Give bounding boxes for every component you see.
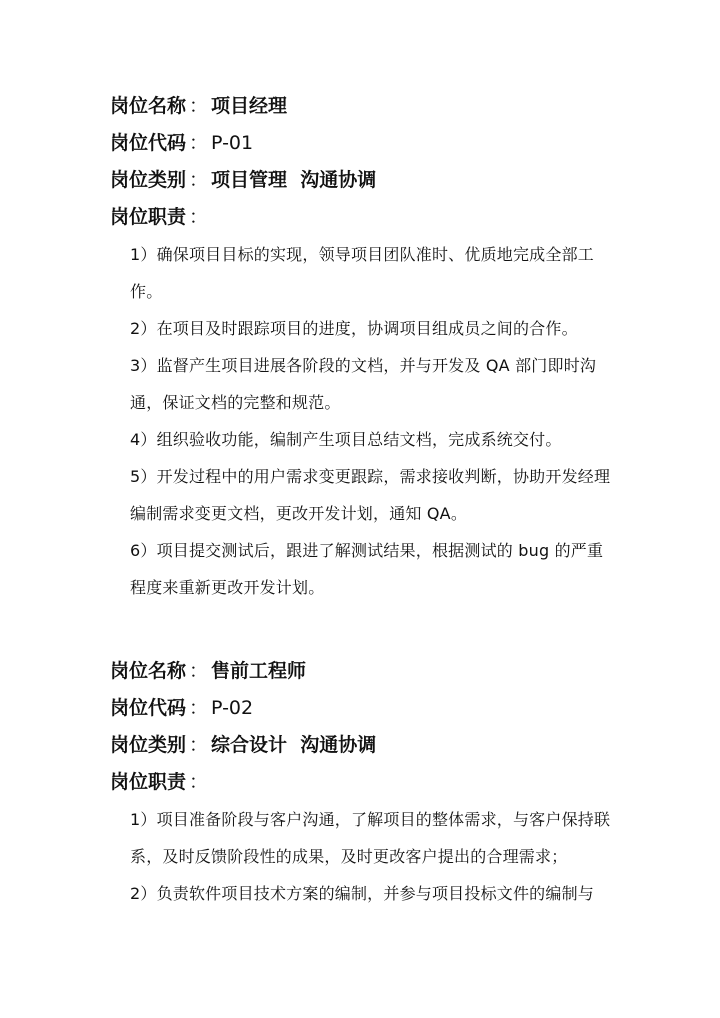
job-category-label: 岗位类别 [110, 734, 187, 756]
duty-item: 2）负责软件项目技术方案的编制，并参与项目投标文件的编制与 [130, 884, 594, 903]
job-category-row [110, 162, 620, 199]
duty-item: 6）项目提交测试后，跟进了解测试结果，根据测试的 bug 的严重程度来重新更改开发计划。 [130, 541, 604, 597]
job-section-presales-engineer [110, 653, 620, 912]
duty-item: 4）组织验收功能，编制产生项目总结文档，完成系统交付。 [130, 430, 562, 449]
job-duties-label: 岗位职责 [110, 206, 187, 228]
job-category-label: 岗位类别 [110, 169, 187, 191]
job-duties-row [110, 199, 620, 236]
duty-item: 1）确保项目目标的实现，领导项目团队准时、优质地完成全部工作。 [130, 245, 594, 301]
job-category-row [110, 727, 620, 764]
separator: ： [189, 734, 209, 756]
job-section-project-manager [110, 88, 620, 606]
duty-item: 2）在项目及时跟踪项目的进度，协调项目组成员之间的合作。 [130, 319, 578, 338]
separator: ： [189, 771, 209, 793]
separator: ： [189, 95, 209, 117]
job-category-value: 项目管理 沟通协调 [211, 169, 377, 191]
separator: ： [189, 660, 209, 682]
job-name-row [110, 653, 620, 690]
job-duties-label: 岗位职责 [110, 771, 187, 793]
job-duties-row [110, 764, 620, 801]
separator: ： [189, 132, 209, 154]
duty-list [110, 236, 620, 606]
job-name-row [110, 88, 620, 125]
duty-item: 5）开发过程中的用户需求变更跟踪，需求接收判断，协助开发经理编制需求变更文档，更改开发计划，通知 QA。 [130, 467, 611, 523]
job-code-value: P-02 [211, 697, 254, 719]
job-name-value: 项目经理 [211, 95, 288, 117]
job-code-label: 岗位代码 [110, 697, 187, 719]
job-name-label: 岗位名称 [110, 660, 187, 682]
separator: ： [189, 206, 209, 228]
duty-list [110, 801, 620, 912]
job-name-label: 岗位名称 [110, 95, 187, 117]
job-code-row [110, 690, 620, 727]
job-name-value: 售前工程师 [211, 660, 307, 682]
duty-item: 1）项目准备阶段与客户沟通，了解项目的整体需求，与客户保持联系，及时反馈阶段性的成果，及时更改客户提出的合理需求； [130, 810, 611, 866]
job-code-row [110, 125, 620, 162]
separator: ： [189, 169, 209, 191]
separator: ： [189, 697, 209, 719]
duty-item: 3）监督产生项目进展各阶段的文档，并与开发及 QA 部门即时沟通，保证文档的完整和规范。 [130, 356, 597, 412]
job-category-value: 综合设计 沟通协调 [211, 734, 377, 756]
job-code-label: 岗位代码 [110, 132, 187, 154]
job-code-value: P-01 [211, 132, 254, 154]
